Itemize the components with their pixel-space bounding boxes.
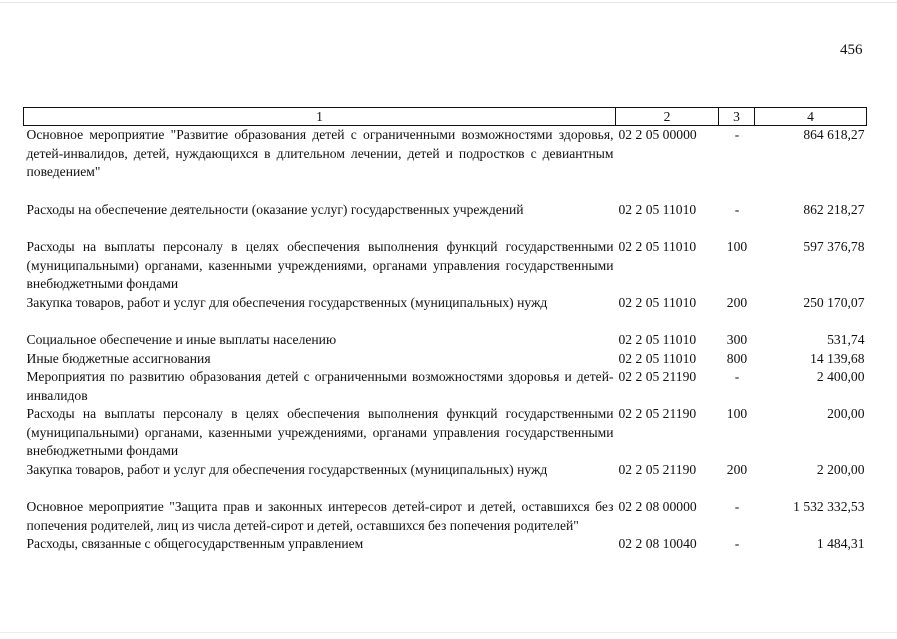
- table-row: [24, 498, 867, 535]
- row-code: 02 2 05 11010: [618, 239, 697, 254]
- row-amount: 2 400,00: [816, 369, 865, 384]
- table-row: [24, 405, 867, 461]
- row-amount: 250 170,07: [803, 294, 865, 310]
- table-row: [24, 461, 867, 499]
- row-amount: 862 218,27: [803, 201, 865, 217]
- header-col-3: 3: [719, 108, 755, 126]
- header-col-2: 2: [616, 108, 719, 126]
- row-expense-type: -: [734, 499, 740, 514]
- row-amount: 200,00: [827, 406, 865, 421]
- row-expense-type: 800: [726, 350, 748, 366]
- header-col-4: 4: [755, 108, 867, 126]
- row-expense-type: 100: [726, 239, 748, 254]
- table-row: [24, 368, 867, 405]
- budget-table: [23, 107, 867, 554]
- row-code: 02 2 05 11010: [618, 201, 697, 217]
- row-expense-type: 200: [726, 294, 748, 310]
- table-row: [24, 535, 867, 554]
- row-amount: 531,74: [827, 332, 865, 347]
- table-header-row: [24, 108, 867, 126]
- row-code: 02 2 08 10040: [618, 536, 697, 551]
- scan-bottom-edge: [0, 632, 897, 633]
- table-body: [24, 126, 867, 554]
- row-name: Закупка товаров, работ и услуг для обеспечения государственных (муниципальных) нужд: [26, 461, 548, 477]
- row-amount: 14 139,68: [810, 350, 865, 366]
- row-code: 02 2 05 11010: [618, 350, 697, 366]
- row-name: Расходы на выплаты персоналу в целях обеспечения выполнения функций государственными (муниципальными) органами, казенными учреждениями, органами управления государственными внебюджетными фондами: [26, 239, 614, 291]
- row-name: Основное мероприятие "Развитие образования детей с ограниченными возможностями здоровья, детей-инвалидов, детей, нуждающихся в длительном лечении, детей и подростков с девиантным поведением": [26, 127, 614, 179]
- row-name: Расходы на обеспечение деятельности (оказание услуг) государственных учреждений: [26, 201, 524, 217]
- row-expense-type: -: [734, 201, 740, 217]
- row-name: Мероприятия по развитию образования детей с ограниченными возможностями здоровья и детей-инвалидов: [26, 369, 614, 403]
- scan-top-edge: [0, 2, 897, 3]
- table-row: [24, 126, 867, 201]
- table-row: [24, 238, 867, 294]
- row-name: Основное мероприятие "Защита прав и законных интересов детей-сирот и детей, оставшихся без попечения родителей, лиц из числа детей-сирот и детей, оставшихся без попечения родителей": [26, 499, 614, 533]
- row-name: Расходы на выплаты персоналу в целях обеспечения выполнения функций государственными (муниципальными) органами, казенными учреждениями, органами управления государственными внебюджетными фондами: [26, 406, 614, 458]
- table-row: [24, 201, 867, 239]
- row-name: Иные бюджетные ассигнования: [26, 350, 211, 366]
- table-row: [24, 350, 867, 369]
- row-amount: 2 200,00: [816, 461, 865, 477]
- page-number: 456: [840, 42, 863, 58]
- row-code: 02 2 08 00000: [618, 499, 697, 514]
- row-code: 02 2 05 21190: [618, 461, 697, 477]
- row-code: 02 2 05 00000: [618, 127, 697, 142]
- row-expense-type: -: [734, 369, 740, 384]
- row-expense-type: 100: [726, 406, 748, 421]
- header-col-1: 1: [24, 108, 616, 126]
- row-expense-type: 200: [726, 461, 748, 477]
- table-row: [24, 331, 867, 350]
- row-code: 02 2 05 21190: [618, 369, 697, 384]
- row-amount: 597 376,78: [803, 239, 865, 254]
- row-expense-type: -: [734, 127, 740, 142]
- row-amount: 864 618,27: [803, 127, 865, 142]
- row-code: 02 2 05 11010: [618, 294, 697, 310]
- row-amount: 1 532 332,53: [793, 499, 865, 514]
- row-expense-type: 300: [726, 332, 748, 347]
- row-amount: 1 484,31: [816, 536, 865, 551]
- table-row: [24, 294, 867, 332]
- row-code: 02 2 05 11010: [618, 332, 697, 347]
- row-name: Социальное обеспечение и иные выплаты населению: [26, 332, 337, 347]
- row-name: Расходы, связанные с общегосударственным управлением: [26, 536, 364, 551]
- row-expense-type: -: [734, 536, 740, 551]
- row-name: Закупка товаров, работ и услуг для обеспечения государственных (муниципальных) нужд: [26, 294, 548, 310]
- row-code: 02 2 05 21190: [618, 406, 697, 421]
